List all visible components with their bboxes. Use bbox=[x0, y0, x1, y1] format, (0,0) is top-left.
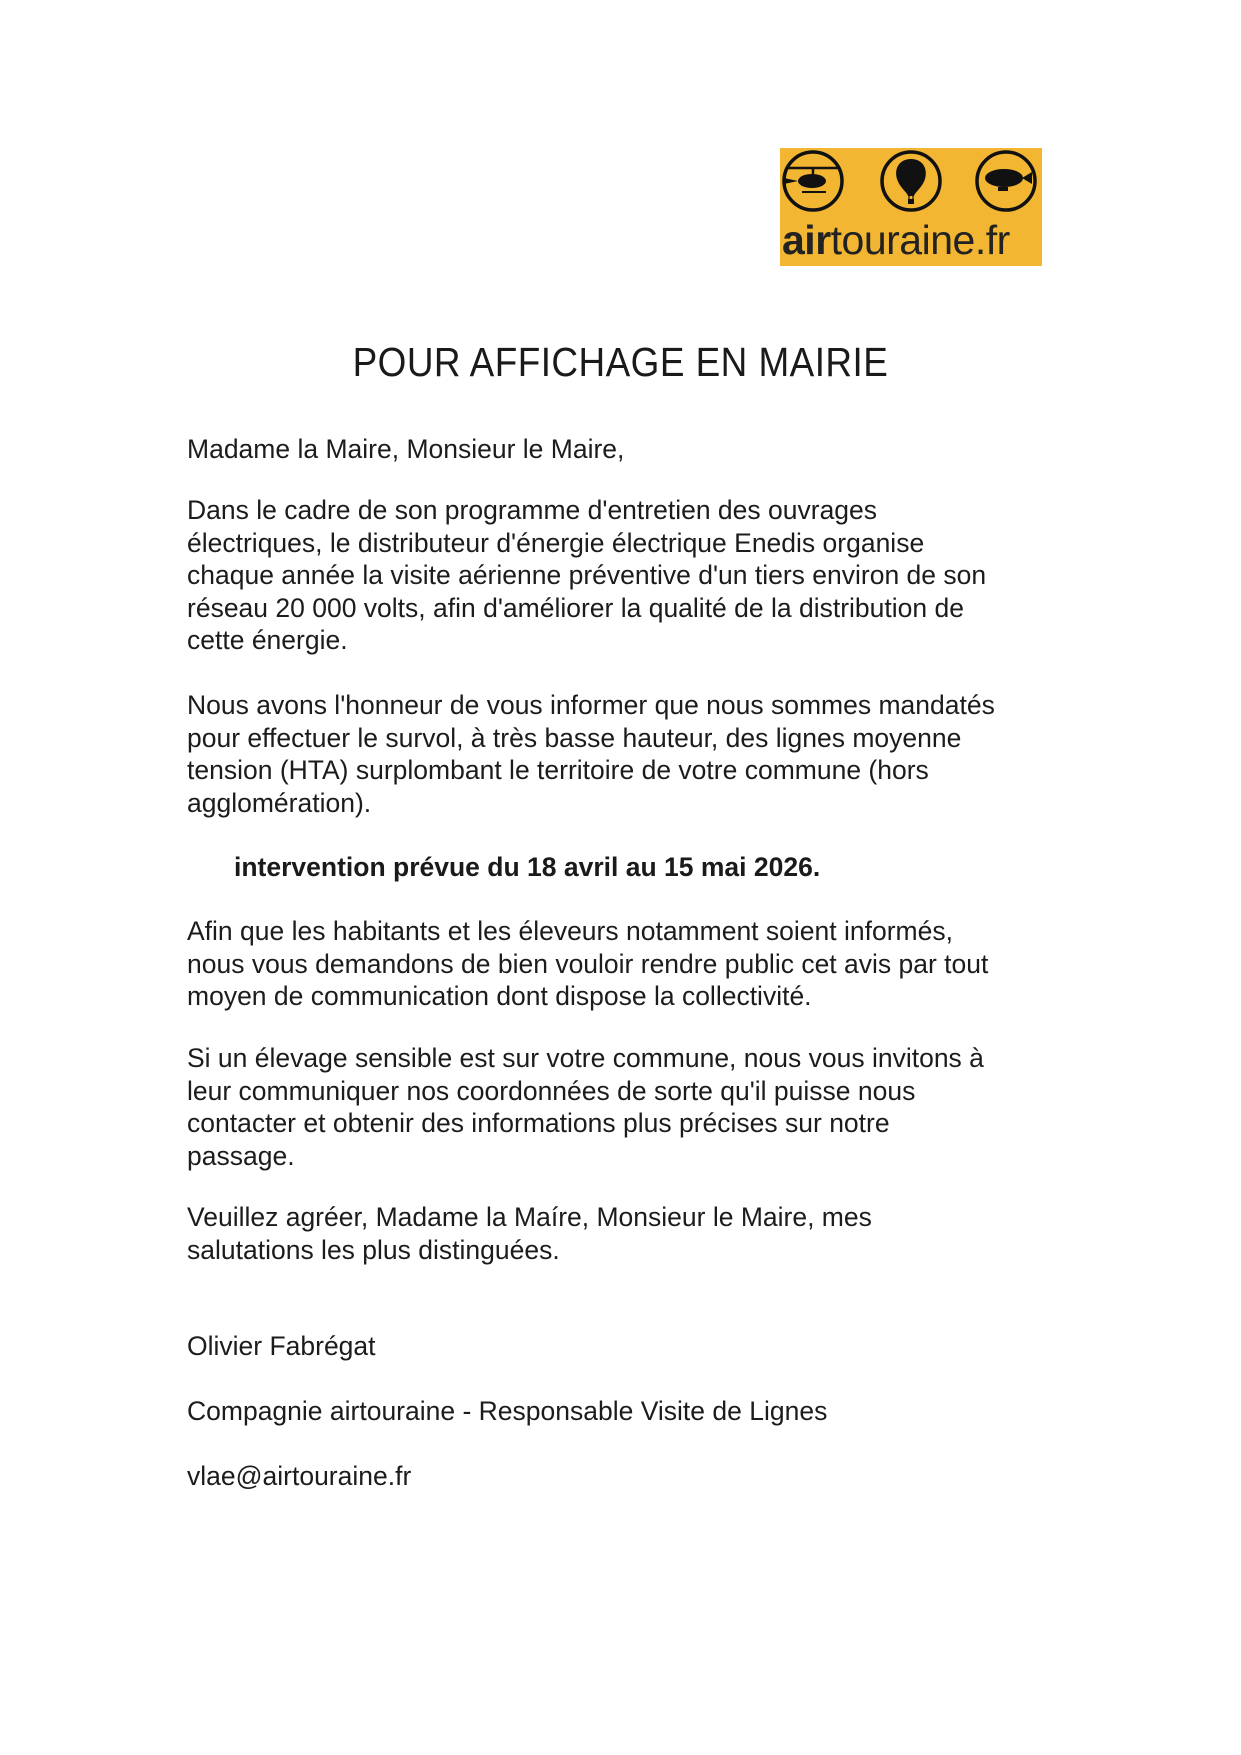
signature-email[interactable]: vlae@airtouraine.fr bbox=[187, 1460, 412, 1491]
paragraph-livestock: Si un élevage sensible est sur votre commune, nous vous invitons à leur communiquer nos coordonnées de sorte qu'il puisse nous contacter et obtenir des informations plus précises sur notre passage. bbox=[187, 1043, 984, 1171]
page-title: POUR AFFICHAGE EN MAIRIE bbox=[352, 339, 889, 385]
paragraph-intro: Dans le cadre de son programme d'entretien des ouvrages électriques, le distributeur d'énergie électrique Enedis organise chaque année la visite aérienne préventive d'un tiers environ de son réseau 20 000 volts, afin d'améliorer la qualité de la distribution de cette énergie. bbox=[187, 495, 987, 655]
logo-text bbox=[782, 218, 1010, 262]
signature-role: Compagnie airtouraine - Responsable Visite de Lignes bbox=[187, 1395, 828, 1426]
logo-icons bbox=[780, 148, 1042, 218]
helicopter-icon bbox=[784, 152, 842, 210]
signature-block bbox=[187, 1297, 1067, 1525]
intervention-dates: intervention prévue du 18 avril au 15 mai 2026. bbox=[234, 852, 821, 882]
balloon-icon bbox=[882, 152, 940, 210]
signature-name: Olivier Fabrégat bbox=[187, 1330, 376, 1361]
airtouraine-logo bbox=[780, 148, 1042, 266]
airship-icon bbox=[977, 152, 1035, 210]
logo-text-bold: air bbox=[782, 217, 831, 263]
closing-formula: Veuillez agréer, Madame la Maíre, Monsieur le Maire, mes salutations les plus distinguées. bbox=[187, 1202, 872, 1265]
logo-text-rest: touraine.fr bbox=[830, 217, 1010, 263]
paragraph-request: Afin que les habitants et les éleveurs notamment soient informés, nous vous demandons de bien vouloir rendre public cet avis par tout moyen de communication dont dispose la collectivité. bbox=[187, 916, 989, 1011]
salutation: Madame la Maire, Monsieur le Maire, bbox=[187, 434, 625, 464]
paragraph-information: Nous avons l'honneur de vous informer que nous sommes mandatés pour effectuer le survol, à très basse hauteur, des lignes moyenne tension (HTA) surplombant le territoire de votre commune (hors agglomération). bbox=[187, 690, 995, 818]
